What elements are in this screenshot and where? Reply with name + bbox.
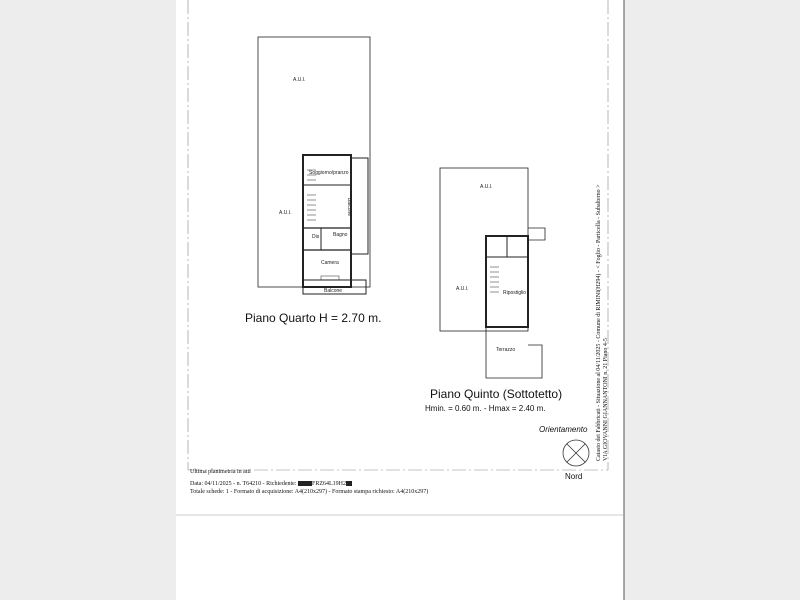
room-label-terrazzo: Terrazzo xyxy=(496,347,516,353)
footer-requester-code: FRZ64L19H2 xyxy=(311,481,346,487)
side-text-line2: VIA GIOVANNI GIANNANTONI n. 21 Piano 4-5 xyxy=(603,338,609,461)
room-label-soggiorno: Soggiorno/pranzo xyxy=(309,170,349,176)
redaction-mark xyxy=(298,481,312,486)
floor5-title: Piano Quinto (Sottotetto) xyxy=(430,387,563,401)
floor5-balcony-top xyxy=(528,228,545,240)
compass-icon xyxy=(563,440,589,466)
floor4-window xyxy=(321,276,339,280)
room-label-camera: Camera xyxy=(321,260,339,266)
room-label-balcone-bottom: Balcone xyxy=(324,288,343,294)
floor5-outline xyxy=(440,168,528,331)
floor4-aui-top-label: A.U.I. xyxy=(293,77,306,83)
floor4-stairs xyxy=(307,170,316,220)
orientation-north-label: Nord xyxy=(565,472,583,481)
room-label-dis: Dis xyxy=(312,234,320,240)
floor5-aui-left-label: A.U.I. xyxy=(456,286,469,292)
floor5-stairs xyxy=(490,267,499,292)
floor4-title: Piano Quarto H = 2.70 m. xyxy=(245,311,382,325)
room-label-ripostiglio: Ripostiglio xyxy=(503,290,527,296)
side-text-line1: Catasto dei Fabbricati - Situazione al 04/11/2025 - Comune di RIMINI(H294) - < Foglio - Particella - Subalterno > xyxy=(596,184,602,461)
room-label-balcone-side: Balcone xyxy=(346,198,352,217)
floor5-heights: Hmin. = 0.60 m. - Hmax = 2.40 m. xyxy=(425,404,546,413)
floor5-plan xyxy=(440,168,545,378)
cadastral-side-text xyxy=(596,185,610,462)
floor4-plan xyxy=(258,37,370,294)
orientation-label: Orientamento xyxy=(539,425,588,434)
floor5-aui-top-label: A.U.I. xyxy=(480,184,493,190)
footer-line2-text: Data: 04/11/2025 - n. T64210 - Richiedente: xyxy=(190,481,297,487)
floor4-aui-left-label: A.U.I. xyxy=(279,210,292,216)
footer-line2 xyxy=(190,481,352,487)
footer-line3: Totale schede: 1 - Formato di acquisizione: A4(210x297) - Formato stampa richiesto: A4(210x297) xyxy=(190,489,429,495)
room-label-bagno: Bagno xyxy=(333,232,348,238)
footer-line1: Ultima planimetria in atti xyxy=(190,469,251,475)
floor4-balcony-side xyxy=(351,158,368,254)
redaction-mark xyxy=(346,481,352,486)
